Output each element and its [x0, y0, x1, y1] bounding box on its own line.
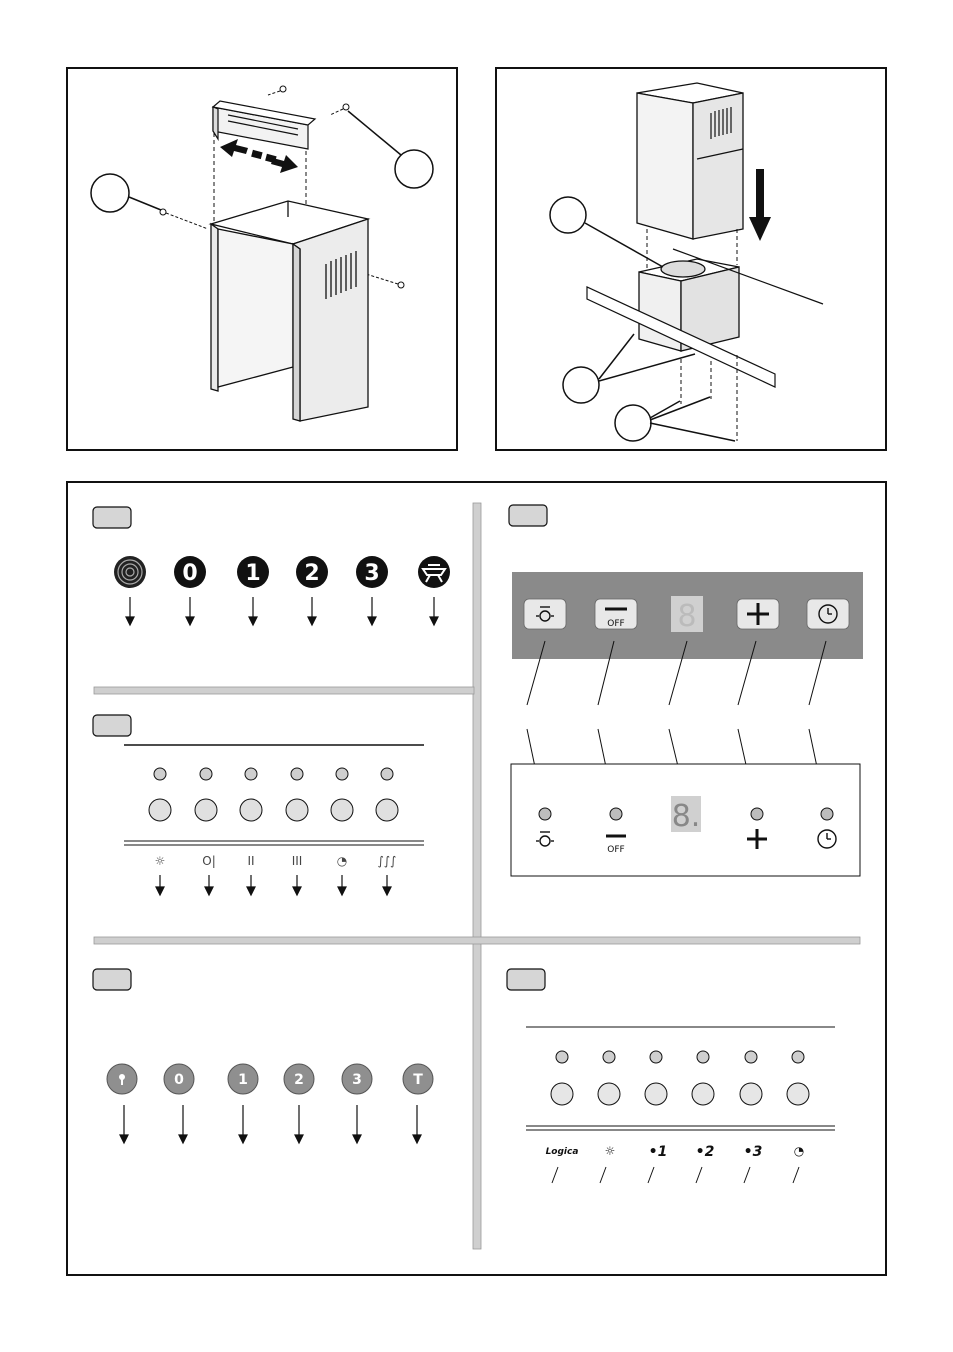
timer-icon: ◔ [793, 1144, 805, 1158]
panel-c [511, 572, 863, 876]
light-icon [114, 556, 146, 588]
svg-text:8: 8 [677, 599, 697, 634]
zero-icon [174, 556, 206, 588]
figure-chimney-install [495, 67, 887, 451]
panel-b-symbol-heat: ∫∫∫ [377, 854, 397, 868]
svg-text:3: 3 [364, 561, 380, 586]
panel-b [124, 745, 424, 895]
svg-text:3: 3 [352, 1072, 362, 1088]
svg-text:1: 1 [238, 1072, 248, 1088]
speed-3-icon: •3 [743, 1144, 763, 1160]
speed-2-icon: •2 [695, 1144, 715, 1160]
one-icon [237, 556, 269, 588]
off-strip-label: OFF [607, 619, 625, 629]
svg-text:2: 2 [304, 561, 320, 586]
light-icon: ☼ [604, 1144, 616, 1158]
panel-a-buttons [114, 556, 450, 625]
panel-e-tag [507, 969, 545, 990]
logica-icon: Logica [545, 1147, 579, 1157]
panel-d-tag [93, 969, 131, 990]
speed-1-icon: •1 [648, 1144, 668, 1160]
two-icon [296, 556, 328, 588]
panel-b-symbol-timer: ◔ [336, 854, 348, 868]
control-panels-frame [66, 481, 887, 1276]
panel-e [526, 1027, 835, 1183]
panel-b-symbol-speed2: II [247, 854, 255, 868]
three-icon [356, 556, 388, 588]
timer-hood-icon [418, 556, 450, 588]
light-button [524, 599, 566, 629]
panel-d [107, 1064, 433, 1143]
panel-d-timer-label: T [413, 1072, 423, 1088]
panel-a-tag [93, 507, 131, 528]
callout-circle-right [395, 150, 433, 188]
panel-b-symbol-off: O| [202, 854, 216, 868]
off-panel-label: OFF [607, 845, 625, 855]
svg-text:1: 1 [245, 561, 261, 586]
panel-b-tag [93, 715, 131, 736]
display-readout: 8. [671, 799, 701, 834]
svg-text:2: 2 [294, 1072, 304, 1088]
callout-circle-left [91, 174, 129, 212]
panel-a-label-0: 0 [182, 561, 198, 586]
figure-chimney-bracket [66, 67, 458, 451]
panel-b-symbol-speed3: III [291, 854, 303, 868]
panel-b-symbol-light: ☼ [154, 854, 166, 868]
panel-c-tag [509, 505, 547, 526]
svg-text:0: 0 [174, 1072, 184, 1088]
